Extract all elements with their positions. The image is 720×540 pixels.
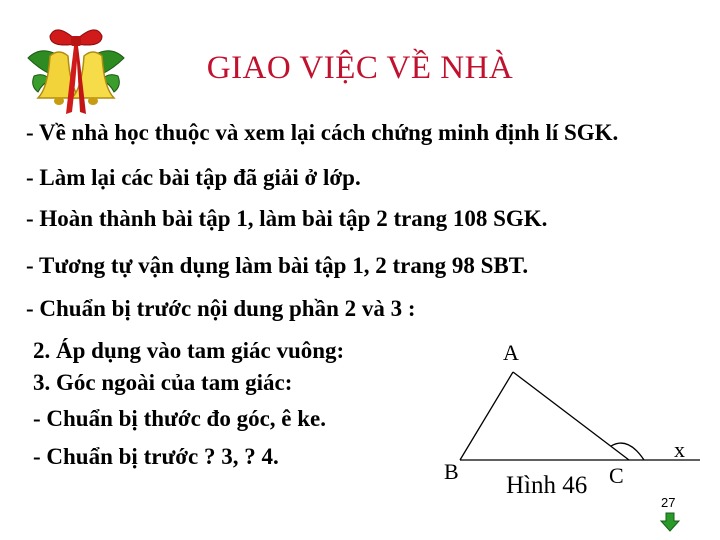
task-line-4: - Tương tự vận dụng làm bài tập 1, 2 trang 98 SBT. bbox=[26, 253, 529, 278]
next-arrow-icon[interactable] bbox=[659, 512, 681, 532]
task-line-2: - Làm lại các bài tập đã giải ở lớp. bbox=[26, 165, 361, 190]
vertex-label-c: C bbox=[609, 463, 624, 488]
side-ab bbox=[460, 372, 513, 460]
page-title: GIAO VIỆC VỀ NHÀ bbox=[206, 50, 514, 86]
page-number: 27 bbox=[661, 495, 676, 510]
sub-item-3: - Chuẩn bị thước đo góc, ê ke. bbox=[33, 406, 326, 431]
exterior-angle-arc bbox=[611, 443, 644, 460]
side-ac bbox=[513, 372, 629, 460]
ray-label-x: x bbox=[674, 437, 685, 462]
sub-item-1: 2. Áp dụng vào tam giác vuông: bbox=[33, 338, 345, 363]
sub-item-2: 3. Góc ngoài của tam giác: bbox=[33, 370, 293, 395]
task-line-5: - Chuẩn bị trước nội dung phần 2 và 3 : bbox=[26, 296, 416, 321]
task-line-1: - Về nhà học thuộc và xem lại cách chứng minh định lí SGK. bbox=[26, 120, 619, 145]
sub-item-4: - Chuẩn bị trước ? 3, ? 4. bbox=[33, 444, 279, 469]
figure-caption: Hình 46 bbox=[506, 472, 588, 499]
vertex-label-b: B bbox=[444, 459, 459, 484]
vertex-label-a: A bbox=[503, 340, 519, 365]
task-line-3: - Hoàn thành bài tập 1, làm bài tập 2 trang 108 SGK. bbox=[26, 206, 548, 231]
